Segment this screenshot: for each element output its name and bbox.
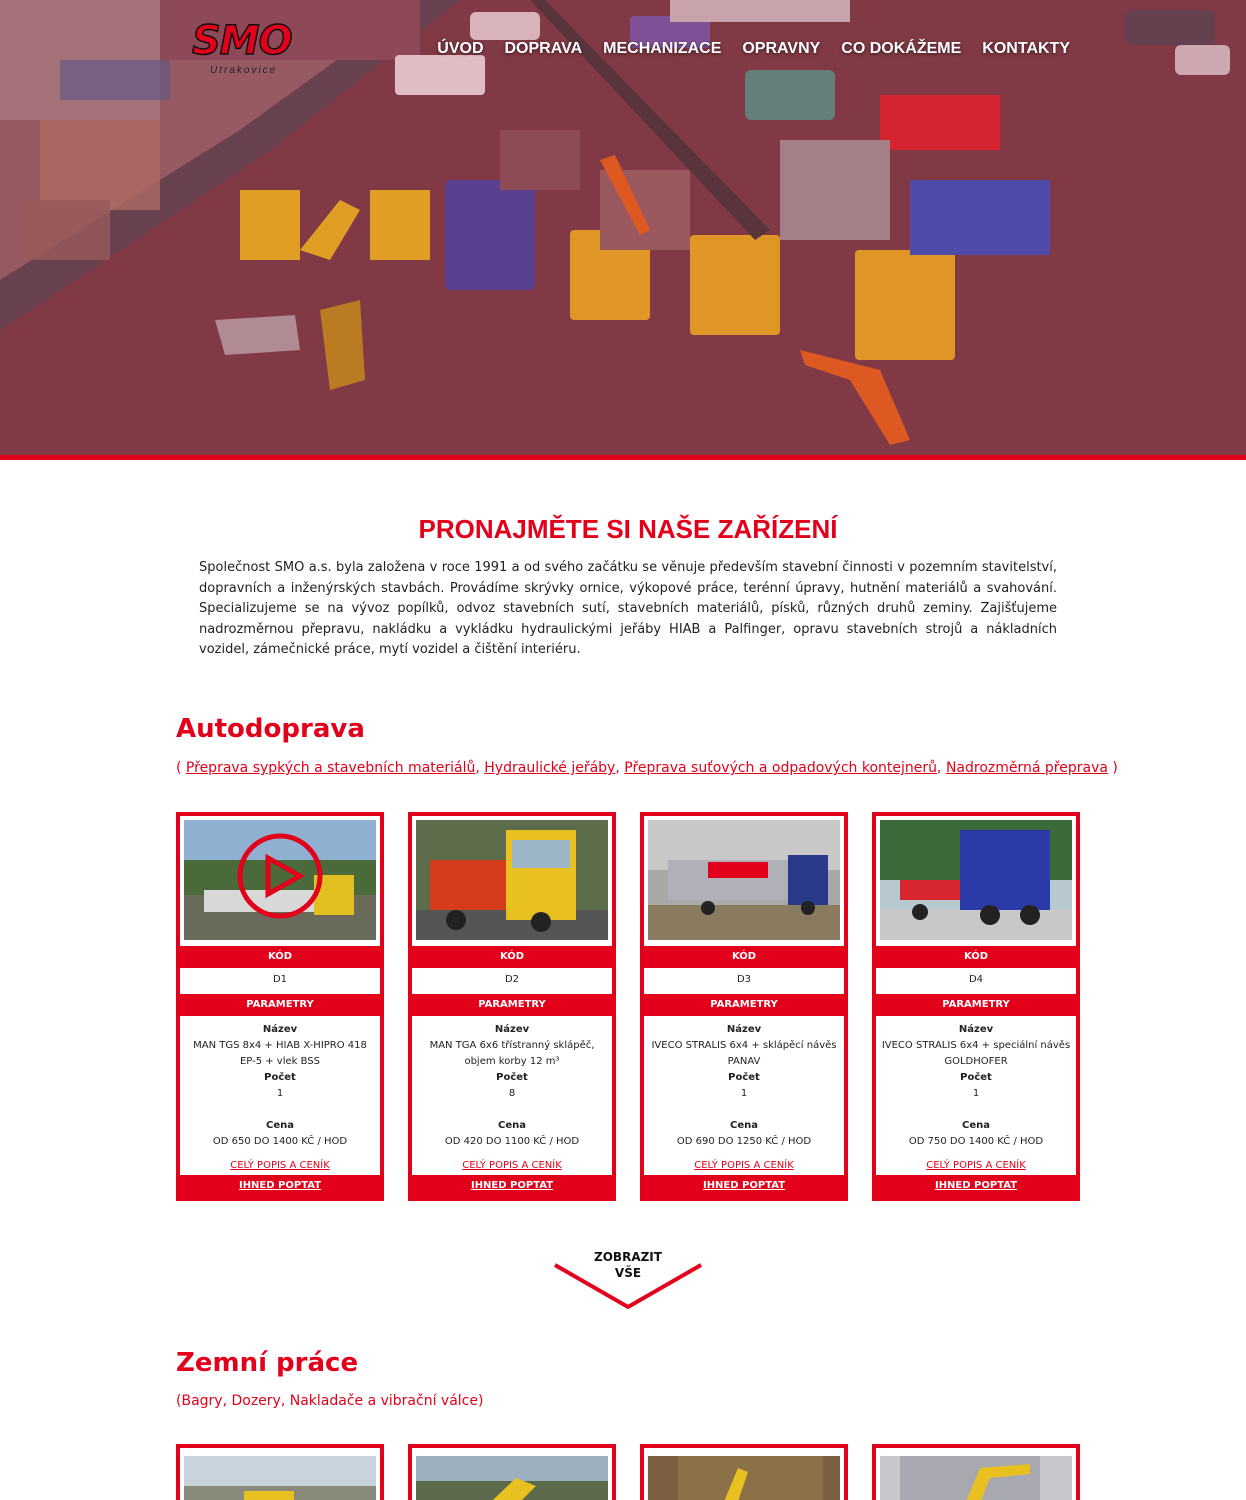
- param-count-value: 1: [972, 1088, 980, 1099]
- nav-item-uvod[interactable]: ÚVOD: [437, 40, 484, 57]
- inquire-now-button[interactable]: IHNED POPTAT: [876, 1175, 1076, 1197]
- full-description-link[interactable]: CELÝ POPIS A CENÍK: [694, 1160, 794, 1171]
- card-params-header: PARAMETRY: [644, 994, 844, 1016]
- param-count-label: Počet: [264, 1072, 296, 1083]
- show-all-line1: ZOBRAZIT: [594, 1250, 662, 1264]
- card-code-header: KÓD: [644, 946, 844, 968]
- link-hydraulicke-jeraby[interactable]: Hydraulické jeřáby: [484, 760, 616, 776]
- card-params: [184, 1022, 376, 1174]
- links-sep: ,: [937, 760, 946, 776]
- param-count-value: 1: [276, 1088, 284, 1099]
- full-description-link[interactable]: CELÝ POPIS A CENÍK: [230, 1160, 330, 1171]
- inquire-now-button[interactable]: IHNED POPTAT: [180, 1175, 380, 1197]
- card-code-value: D3: [736, 974, 752, 985]
- nav-item-mechanizace[interactable]: MECHANIZACE: [603, 40, 722, 57]
- param-name-label: Název: [494, 1024, 530, 1035]
- intro-text: Společnost SMO a.s. byla založena v roce 1991 a od svého začátku se věnuje především stavební činnosti v pozemním stavitelství, dopravních a inženýrských stavbách. Provádíme skrývky ornice, výkopové práce, terénní úpravy, hutnění materiálů a svahování. Specializujeme se na vývoz popílků, odvoz stavebních sutí, stavebních materiálů, písků, různých druhů zeminy. Zajišťujeme nadrozměrnou přepravu, nakládku a vykládku hydraulickými jeřáby HIAB a Palfinger, opravu stavebních strojů a nákladních vozidel, zámečnické práce, mytí vozidel a čištění interiéru.: [199, 560, 1057, 657]
- vehicle-card-d2: [408, 812, 616, 1201]
- card-params-header: PARAMETRY: [876, 994, 1076, 1016]
- machine-photo[interactable]: [416, 1456, 608, 1500]
- param-count-value: 8: [508, 1088, 516, 1099]
- param-price-label: Cena: [962, 1120, 990, 1131]
- vehicle-card-d3: [640, 812, 848, 1201]
- machine-photo[interactable]: [648, 1456, 840, 1500]
- param-name-label: Název: [958, 1024, 994, 1035]
- full-description-link[interactable]: CELÝ POPIS A CENÍK: [462, 1160, 562, 1171]
- hero-banner: [0, 0, 1246, 455]
- card-params-header: PARAMETRY: [180, 994, 380, 1016]
- param-name-value: MAN TGA 6x6 třístranný sklápěč, objem korby 12 m³: [429, 1040, 595, 1067]
- machine-photo[interactable]: [184, 1456, 376, 1500]
- hero-tint-overlay: [0, 0, 1246, 455]
- vehicle-photo[interactable]: [648, 820, 840, 940]
- param-name-value: IVECO STRALIS 6x4 + speciální návěs GOLDHOFER: [881, 1040, 1071, 1067]
- inquire-now-button[interactable]: IHNED POPTAT: [644, 1175, 844, 1197]
- machine-card-2: [408, 1444, 616, 1500]
- param-price-label: Cena: [730, 1120, 758, 1131]
- card-params: [880, 1022, 1072, 1174]
- zemni-prace-subtitle: (Bagry, Dozery, Nakladače a vibrační válce): [176, 1393, 484, 1409]
- card-code-header: KÓD: [180, 946, 380, 968]
- param-price-label: Cena: [498, 1120, 526, 1131]
- full-description-link[interactable]: CELÝ POPIS A CENÍK: [926, 1160, 1026, 1171]
- param-price-value: OD 650 DO 1400 KČ / HOD: [212, 1136, 348, 1147]
- param-count-value: 1: [740, 1088, 748, 1099]
- vehicle-photo[interactable]: [880, 820, 1072, 940]
- card-code-value: D4: [968, 974, 984, 985]
- autodoprava-category-links: [176, 760, 1118, 776]
- param-count-label: Počet: [960, 1072, 992, 1083]
- logo-subtitle: Utrakovice: [210, 65, 278, 76]
- param-price-value: OD 750 DO 1400 KČ / HOD: [908, 1136, 1044, 1147]
- card-code-value: D1: [272, 974, 288, 985]
- nav-item-kontakty[interactable]: KONTAKTY: [982, 40, 1070, 57]
- machine-photo[interactable]: [880, 1456, 1072, 1500]
- card-code-header: KÓD: [876, 946, 1076, 968]
- machine-card-4: [872, 1444, 1080, 1500]
- link-nadrozmerna-preprava[interactable]: Nadrozměrná přeprava: [945, 760, 1108, 776]
- param-count-label: Počet: [496, 1072, 528, 1083]
- logo-wordmark: SMO: [192, 18, 292, 64]
- card-code-value: D2: [504, 974, 520, 985]
- links-sep: ,: [615, 760, 625, 776]
- param-name-value: MAN TGS 8x4 + HIAB X-HIPRO 418 EP-5 + vlek BSS: [193, 1040, 367, 1067]
- card-params-header: PARAMETRY: [412, 994, 612, 1016]
- param-count-label: Počet: [728, 1072, 760, 1083]
- section-title-autodoprava: Autodoprava: [176, 714, 365, 744]
- vehicle-card-d4: [872, 812, 1080, 1201]
- card-code-header: KÓD: [412, 946, 612, 968]
- smo-logo[interactable]: [192, 18, 317, 78]
- param-name-label: Název: [726, 1024, 762, 1035]
- intro-title: PRONAJMĚTE SI NAŠE ZAŘÍZENÍ: [418, 514, 838, 544]
- links-open: (: [176, 760, 186, 776]
- show-all-line2: VŠE: [614, 1266, 642, 1280]
- link-sypke-materialy[interactable]: Přeprava sypkých a stavebních materiálů: [185, 760, 476, 776]
- card-params: [648, 1022, 840, 1174]
- nav-item-co-dokazeme[interactable]: CO DOKÁŽEME: [841, 40, 962, 57]
- param-price-label: Cena: [266, 1120, 294, 1131]
- param-name-value: IVECO STRALIS 6x4 + sklápěcí návěs PANAV: [651, 1040, 837, 1067]
- chevron-down-icon: [553, 1247, 703, 1311]
- main-navigation: [437, 40, 1070, 58]
- vehicle-card-d1: [176, 812, 384, 1201]
- machine-card-3: [640, 1444, 848, 1500]
- links-sep: ,: [475, 760, 485, 776]
- param-price-value: OD 690 DO 1250 KČ / HOD: [676, 1136, 812, 1147]
- param-price-value: OD 420 DO 1100 KČ / HOD: [444, 1136, 580, 1147]
- machine-card-1: [176, 1444, 384, 1500]
- card-params: [416, 1022, 608, 1174]
- show-all-button[interactable]: [553, 1247, 703, 1311]
- link-sutove-kontejnery[interactable]: Přeprava suťových a odpadových kontejnerů: [624, 760, 938, 776]
- links-close: ): [1107, 760, 1118, 776]
- nav-item-doprava[interactable]: DOPRAVA: [504, 40, 583, 57]
- inquire-now-button[interactable]: IHNED POPTAT: [412, 1175, 612, 1197]
- hero-divider: [0, 455, 1246, 460]
- vehicle-photo[interactable]: [184, 820, 376, 940]
- section-title-zemni-prace: Zemní práce: [176, 1348, 359, 1378]
- param-name-label: Název: [262, 1024, 298, 1035]
- vehicle-photo[interactable]: [416, 820, 608, 940]
- nav-item-opravny[interactable]: OPRAVNY: [742, 40, 821, 57]
